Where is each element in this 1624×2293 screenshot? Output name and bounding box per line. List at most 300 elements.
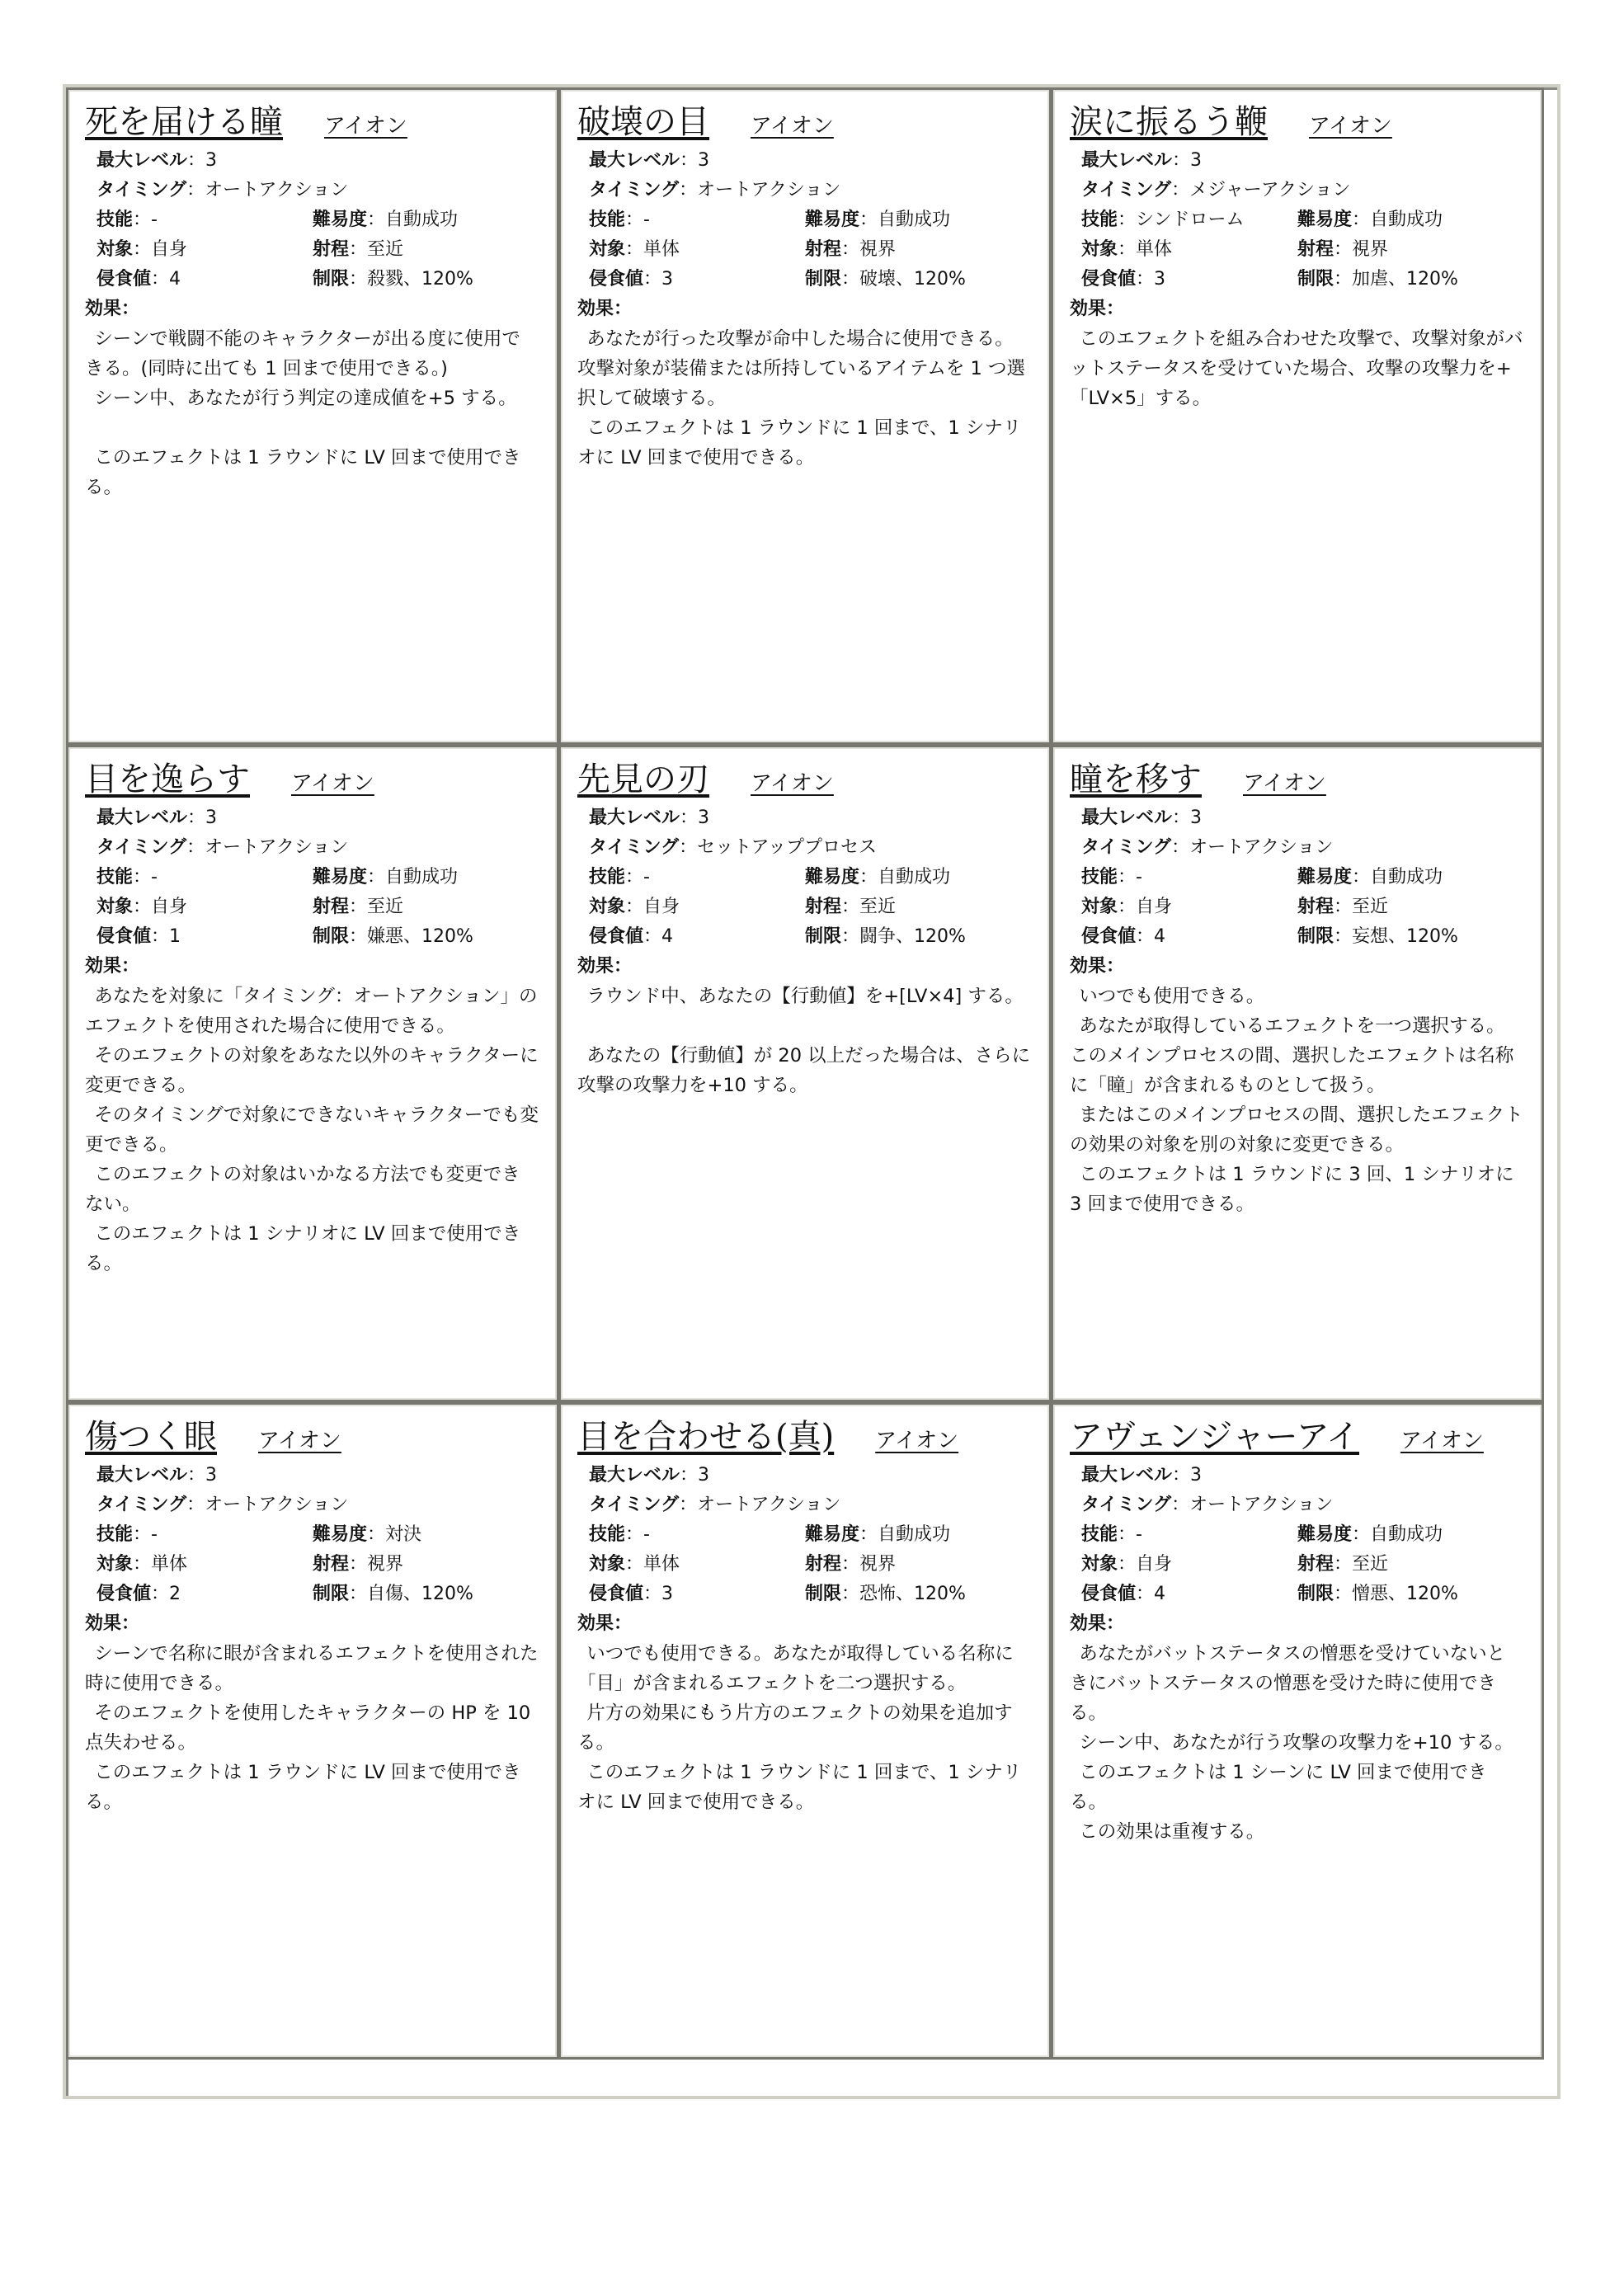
target-label: 対象 [1081, 1554, 1118, 1575]
effect-card-7 [66, 1402, 559, 2060]
effect-paragraph: あなたがバットステータスの憎悪を受けていないときにバットステータスの憎悪を受けた時に使用できる。 [1070, 1643, 1506, 1724]
stat-row-max-level [1081, 803, 1525, 833]
timing-value: メジャーアクション [1189, 180, 1351, 200]
stat-row-erosion [589, 922, 1033, 952]
stat-row-timing [1081, 1490, 1525, 1520]
card-title: 死を届ける瞳 [85, 103, 283, 141]
skill-value: - [151, 867, 158, 888]
effect-paragraph: あなたが行った攻撃が命中した場合に使用できる。 攻撃対象が装備または所持しているアイテムを 1 つ選択して破壊する。 [577, 328, 1025, 409]
separator: ： [643, 926, 662, 947]
target-label: 対象 [1081, 897, 1118, 917]
erosion-label: 侵食値 [96, 926, 152, 947]
separator: ： [859, 210, 878, 230]
max-level-label: 最大レベル [589, 150, 680, 171]
separator: ： [1334, 1584, 1353, 1604]
erosion-value: 3 [661, 269, 674, 290]
card-stats [1070, 803, 1525, 952]
card-header [85, 759, 540, 800]
effect-paragraph: シーン中、あなたが行う判定の達成値を+5 する。 [94, 388, 517, 409]
effect-paragraph: このエフェクトは 1 シナリオに LV 回まで使用できる。 [85, 1223, 521, 1274]
target-label: 対象 [1081, 239, 1118, 260]
skill-label: 技能 [1081, 867, 1118, 888]
card-header [577, 759, 1033, 800]
skill-label: 技能 [589, 867, 626, 888]
separator: ： [1172, 807, 1191, 828]
difficulty-value: 自動成功 [385, 210, 459, 230]
separator: ： [1118, 239, 1137, 260]
separator: ： [1352, 210, 1371, 230]
separator: ： [841, 239, 860, 260]
separator: ： [625, 1524, 644, 1545]
skill-value: - [643, 867, 650, 888]
erosion-value: 2 [169, 1584, 181, 1604]
card-stats [85, 1461, 540, 1609]
separator: ： [1136, 269, 1155, 290]
max-level-label: 最大レベル [96, 807, 188, 828]
effect-card-9 [1051, 1402, 1544, 2060]
stat-row-timing [589, 176, 1033, 205]
range-value: 視界 [367, 1554, 404, 1575]
separator: ： [1118, 867, 1137, 888]
separator: ： [1172, 1465, 1191, 1486]
effect-paragraph: この効果は重複する。 [1079, 1821, 1265, 1843]
effect-paragraph: あなたの【行動値】が 20 以上だった場合は、さらに攻撃の攻撃力を+10 する。 [577, 1045, 1031, 1096]
effect-text [1070, 324, 1525, 413]
erosion-value: 4 [169, 269, 181, 290]
effect-paragraph: あなたが取得しているエフェクトを一つ選択する。このメインプロセスの間、選択したエフェクトは名称に「瞳」が含まれるものとして扱う。 [1070, 1015, 1514, 1096]
card-title: アヴェンジャーアイ [1070, 1418, 1359, 1456]
target-value: 単体 [643, 239, 680, 260]
separator: ： [1118, 1524, 1137, 1545]
separator: ： [151, 1584, 170, 1604]
target-label: 対象 [589, 1554, 626, 1575]
max-level-value: 3 [698, 807, 710, 828]
effect-text [85, 1639, 540, 1817]
separator: ： [133, 897, 152, 917]
separator: ： [367, 1524, 386, 1545]
effect-paragraph: このエフェクトは 1 シーンに LV 回まで使用できる。 [1070, 1762, 1487, 1813]
separator: ： [1172, 150, 1191, 171]
range-label: 射程 [313, 897, 350, 917]
restriction-value: 自傷、120% [367, 1584, 473, 1604]
separator: ： [841, 1584, 860, 1604]
difficulty-value: 対決 [385, 1524, 422, 1545]
card-source: アイオン [1400, 1429, 1484, 1453]
stat-row-target [589, 235, 1033, 265]
effect-card-4 [66, 745, 559, 1402]
effect-card-5 [558, 745, 1052, 1402]
stat-row-max-level [96, 1461, 540, 1490]
card-header [577, 101, 1033, 143]
card-source: アイオン [1243, 771, 1326, 796]
erosion-label: 侵食値 [1081, 1584, 1137, 1604]
timing-value: オートアクション [205, 1495, 349, 1515]
restriction-label: 制限 [805, 269, 842, 290]
target-value: 自身 [1136, 897, 1173, 917]
separator: ： [151, 926, 170, 947]
skill-label: 技能 [1081, 1524, 1118, 1545]
max-level-value: 3 [1190, 150, 1203, 171]
stat-row-skill [1081, 205, 1525, 235]
erosion-label: 侵食値 [96, 269, 152, 290]
stat-row-timing [96, 833, 540, 863]
effect-card-8 [558, 1402, 1052, 2060]
max-level-value: 3 [698, 150, 710, 171]
separator: ： [1334, 1554, 1353, 1575]
stat-row-erosion [1081, 265, 1525, 294]
restriction-label: 制限 [313, 1584, 350, 1604]
skill-value: - [151, 1524, 158, 1545]
difficulty-label: 難易度 [313, 867, 368, 888]
effect-text [577, 982, 1033, 1100]
skill-value: - [1136, 1524, 1142, 1545]
range-label: 射程 [1297, 1554, 1335, 1575]
effect-label: 効果： [577, 299, 633, 319]
separator: ： [133, 867, 152, 888]
skill-value: - [643, 1524, 650, 1545]
separator: ： [1118, 210, 1137, 230]
separator: ： [859, 1524, 878, 1545]
timing-label: タイミング [96, 837, 187, 858]
stat-row-skill [589, 1520, 1033, 1550]
difficulty-label: 難易度 [1297, 867, 1353, 888]
stat-row-target [589, 1550, 1033, 1580]
skill-label: 技能 [96, 1524, 134, 1545]
max-level-value: 3 [1190, 1465, 1203, 1486]
difficulty-value: 自動成功 [878, 1524, 951, 1545]
restriction-value: 加虐、120% [1352, 269, 1458, 290]
restriction-label: 制限 [1297, 926, 1335, 947]
restriction-label: 制限 [1297, 269, 1335, 290]
stat-row-erosion [1081, 1580, 1525, 1609]
range-label: 射程 [805, 897, 842, 917]
erosion-value: 3 [1154, 269, 1166, 290]
target-label: 対象 [96, 1554, 134, 1575]
restriction-label: 制限 [1297, 1584, 1335, 1604]
card-header [1070, 759, 1525, 800]
stat-row-max-level [1081, 1461, 1525, 1490]
effect-paragraph: このエフェクトは 1 ラウンドに LV 回まで使用できる。 [85, 1762, 521, 1813]
max-level-label: 最大レベル [1081, 807, 1173, 828]
stat-row-erosion [589, 1580, 1033, 1609]
effect-card-6 [1051, 745, 1544, 1402]
effect-text [85, 982, 540, 1278]
stat-row-erosion [96, 265, 540, 294]
difficulty-label: 難易度 [313, 1524, 368, 1545]
separator: ： [1171, 1495, 1190, 1515]
range-label: 射程 [313, 239, 350, 260]
separator: ： [349, 926, 368, 947]
separator: ： [187, 150, 206, 171]
card-source: アイオン [258, 1429, 341, 1453]
timing-label: タイミング [1081, 1495, 1172, 1515]
skill-value: - [1136, 867, 1142, 888]
stat-row-skill [96, 1520, 540, 1550]
stat-row-target [1081, 235, 1525, 265]
max-level-label: 最大レベル [96, 1465, 188, 1486]
range-value: 視界 [859, 1554, 897, 1575]
stat-row-skill [589, 205, 1033, 235]
stat-row-erosion [96, 922, 540, 952]
erosion-label: 侵食値 [1081, 269, 1137, 290]
effect-paragraph: いつでも使用できる。あなたが取得している名称に「目」が含まれるエフェクトを二つ選択する。 [577, 1643, 1014, 1694]
restriction-value: 殺戮、120% [367, 269, 473, 290]
stat-row-target [96, 892, 540, 922]
card-header [85, 101, 540, 143]
effect-label: 効果： [1070, 299, 1125, 319]
separator: ： [349, 269, 368, 290]
stat-row-timing [589, 1490, 1033, 1520]
separator: ： [625, 239, 644, 260]
erosion-value: 1 [169, 926, 181, 947]
stat-row-timing [96, 1490, 540, 1520]
timing-label: タイミング [96, 1495, 187, 1515]
timing-value: セットアッププロセス [697, 837, 877, 858]
separator: ： [1118, 1554, 1137, 1575]
effect-card-1 [66, 87, 559, 745]
stat-row-max-level [96, 803, 540, 833]
separator: ： [1352, 867, 1371, 888]
timing-value: オートアクション [697, 180, 841, 200]
max-level-value: 3 [1190, 807, 1203, 828]
erosion-label: 侵食値 [589, 269, 644, 290]
effect-label: 効果： [85, 956, 140, 977]
effect-card-2 [558, 87, 1052, 745]
stat-row-skill [1081, 863, 1525, 892]
separator: ： [1171, 180, 1190, 200]
restriction-value: 恐怖、120% [859, 1584, 966, 1604]
effect-paragraph: いつでも使用できる。 [1079, 986, 1265, 1007]
effect-label: 効果： [577, 956, 633, 977]
difficulty-label: 難易度 [805, 210, 860, 230]
timing-label: タイミング [96, 180, 187, 200]
restriction-label: 制限 [313, 926, 350, 947]
card-title: 傷つく眼 [85, 1418, 217, 1456]
separator: ： [186, 1495, 205, 1515]
max-level-value: 3 [698, 1465, 710, 1486]
range-label: 射程 [1297, 239, 1335, 260]
effect-paragraph: このエフェクトの対象はいかなる方法でも変更できない。 [85, 1164, 520, 1215]
timing-label: タイミング [589, 837, 680, 858]
stat-row-skill [96, 863, 540, 892]
range-label: 射程 [313, 1554, 350, 1575]
stat-row-timing [1081, 176, 1525, 205]
effect-paragraph: このエフェクトを組み合わせた攻撃で、攻撃対象がバットステータスを受けていた場合、攻撃の攻撃力を+「LV×5」する。 [1070, 328, 1523, 409]
max-level-value: 3 [205, 150, 218, 171]
target-value: 単体 [151, 1554, 188, 1575]
effect-text [577, 324, 1033, 473]
max-level-label: 最大レベル [589, 807, 680, 828]
stat-row-target [1081, 892, 1525, 922]
target-value: 単体 [643, 1554, 680, 1575]
restriction-label: 制限 [313, 269, 350, 290]
erosion-value: 4 [1154, 926, 1166, 947]
card-title: 先見の刃 [577, 760, 709, 798]
target-label: 対象 [96, 897, 134, 917]
separator: ： [187, 807, 206, 828]
effect-paragraph: このエフェクトは 1 ラウンドに 3 回、1 シナリオに 3 回まで使用できる。 [1070, 1164, 1514, 1215]
target-label: 対象 [589, 239, 626, 260]
effect-text [577, 1639, 1033, 1817]
timing-value: オートアクション [205, 837, 349, 858]
effect-paragraph: あなたを対象に「タイミング：オートアクション」のエフェクトを使用された場合に使用できる。 [85, 986, 538, 1037]
separator: ： [1334, 926, 1353, 947]
timing-label: タイミング [589, 1495, 680, 1515]
separator: ： [187, 1465, 206, 1486]
card-title: 破壊の目 [577, 103, 709, 141]
card-stats [85, 803, 540, 952]
difficulty-value: 自動成功 [878, 210, 951, 230]
effect-paragraph: このエフェクトは 1 ラウンドに 1 回まで、1 シナリオに LV 回まで使用できる。 [577, 1762, 1022, 1813]
range-value: 至近 [1352, 1554, 1389, 1575]
difficulty-label: 難易度 [1297, 1524, 1353, 1545]
effect-label: 効果： [1070, 956, 1125, 977]
separator: ： [133, 210, 152, 230]
restriction-value: 嫌悪、120% [367, 926, 473, 947]
difficulty-value: 自動成功 [1370, 867, 1443, 888]
restriction-value: 破壊、120% [859, 269, 966, 290]
separator: ： [349, 239, 368, 260]
separator: ： [841, 897, 860, 917]
stat-row-target [589, 892, 1033, 922]
target-value: 自身 [643, 897, 680, 917]
stat-row-max-level [96, 146, 540, 176]
timing-value: オートアクション [205, 180, 349, 200]
separator: ： [679, 1495, 698, 1515]
card-title: 瞳を移す [1070, 760, 1202, 798]
separator: ： [133, 239, 152, 260]
target-value: 自身 [151, 897, 188, 917]
erosion-label: 侵食値 [589, 926, 644, 947]
separator: ： [1136, 926, 1155, 947]
max-level-label: 最大レベル [589, 1465, 680, 1486]
effect-paragraph: このエフェクトは 1 ラウンドに LV 回まで使用できる。 [85, 447, 521, 498]
separator: ： [680, 150, 699, 171]
restriction-label: 制限 [805, 926, 842, 947]
separator: ： [679, 837, 698, 858]
max-level-value: 3 [205, 807, 218, 828]
separator: ： [151, 269, 170, 290]
stat-row-target [96, 235, 540, 265]
separator: ： [1171, 837, 1190, 858]
skill-value: - [151, 210, 158, 230]
timing-label: タイミング [589, 180, 680, 200]
range-label: 射程 [805, 1554, 842, 1575]
card-header [1070, 101, 1525, 143]
range-value: 至近 [1352, 897, 1389, 917]
max-level-label: 最大レベル [1081, 1465, 1173, 1486]
range-value: 至近 [367, 897, 404, 917]
max-level-label: 最大レベル [1081, 150, 1173, 171]
separator: ： [1352, 1524, 1371, 1545]
stat-row-skill [96, 205, 540, 235]
separator: ： [859, 867, 878, 888]
erosion-label: 侵食値 [96, 1584, 152, 1604]
separator: ： [367, 867, 386, 888]
card-header [85, 1416, 540, 1457]
skill-label: 技能 [96, 867, 134, 888]
range-value: 至近 [367, 239, 404, 260]
card-source: アイオン [751, 114, 834, 139]
effect-label: 効果： [577, 1613, 633, 1634]
separator: ： [679, 180, 698, 200]
erosion-value: 3 [661, 1584, 674, 1604]
timing-label: タイミング [1081, 180, 1172, 200]
difficulty-value: 自動成功 [878, 867, 951, 888]
card-stats [85, 146, 540, 294]
card-stats [577, 146, 1033, 294]
erosion-label: 侵食値 [589, 1584, 644, 1604]
stat-row-max-level [1081, 146, 1525, 176]
stat-row-target [96, 1550, 540, 1580]
restriction-value: 妄想、120% [1352, 926, 1458, 947]
difficulty-label: 難易度 [313, 210, 368, 230]
separator: ： [1334, 897, 1353, 917]
erosion-value: 4 [1154, 1584, 1166, 1604]
separator: ： [133, 1554, 152, 1575]
effect-paragraph: このエフェクトは 1 ラウンドに 1 回まで、1 シナリオに LV 回まで使用できる。 [577, 417, 1022, 468]
separator: ： [841, 1554, 860, 1575]
effect-text [1070, 1639, 1525, 1847]
stat-row-max-level [589, 146, 1033, 176]
stat-row-max-level [589, 1461, 1033, 1490]
difficulty-value: 自動成功 [385, 867, 459, 888]
separator: ： [625, 897, 644, 917]
restriction-value: 闘争、120% [859, 926, 966, 947]
card-title: 涙に振るう鞭 [1070, 103, 1268, 141]
effect-label: 効果： [85, 1613, 140, 1634]
stat-row-skill [589, 863, 1033, 892]
effect-paragraph: またはこのメインプロセスの間、選択したエフェクトの効果の対象を別の対象に変更できる。 [1070, 1104, 1523, 1156]
separator: ： [349, 897, 368, 917]
effect-paragraph: 片方の効果にもう片方のエフェクトの効果を追加する。 [577, 1702, 1013, 1754]
effect-text [85, 324, 540, 502]
stat-row-timing [96, 176, 540, 205]
card-source: アイオン [1309, 114, 1392, 139]
target-value: 自身 [151, 239, 188, 260]
target-label: 対象 [589, 897, 626, 917]
stat-row-erosion [96, 1580, 540, 1609]
separator: ： [1118, 897, 1137, 917]
timing-label: タイミング [1081, 837, 1172, 858]
separator: ： [186, 837, 205, 858]
skill-label: 技能 [589, 210, 626, 230]
effect-paragraph: そのタイミングで対象にできないキャラクターでも変更できる。 [85, 1104, 539, 1156]
effect-paragraph: そのエフェクトを使用したキャラクターの HP を 10 点失わせる。 [85, 1702, 531, 1754]
restriction-value: 憎悪、120% [1352, 1584, 1458, 1604]
separator: ： [680, 1465, 699, 1486]
separator: ： [1334, 239, 1353, 260]
stat-row-max-level [589, 803, 1033, 833]
separator: ： [1334, 269, 1353, 290]
effect-text [1070, 982, 1525, 1219]
stat-row-timing [589, 833, 1033, 863]
effect-paragraph: そのエフェクトの対象をあなた以外のキャラクターに変更できる。 [85, 1045, 539, 1096]
separator: ： [680, 807, 699, 828]
card-header [1070, 1416, 1525, 1457]
target-label: 対象 [96, 239, 134, 260]
separator: ： [349, 1554, 368, 1575]
max-level-label: 最大レベル [96, 150, 188, 171]
card-source: アイオン [291, 771, 374, 796]
restriction-label: 制限 [805, 1584, 842, 1604]
difficulty-label: 難易度 [1297, 210, 1353, 230]
skill-label: 技能 [96, 210, 134, 230]
effect-label: 効果： [1070, 1613, 1125, 1634]
card-title: 目を合わせる(真) [577, 1418, 835, 1456]
skill-value: - [643, 210, 650, 230]
range-label: 射程 [805, 239, 842, 260]
